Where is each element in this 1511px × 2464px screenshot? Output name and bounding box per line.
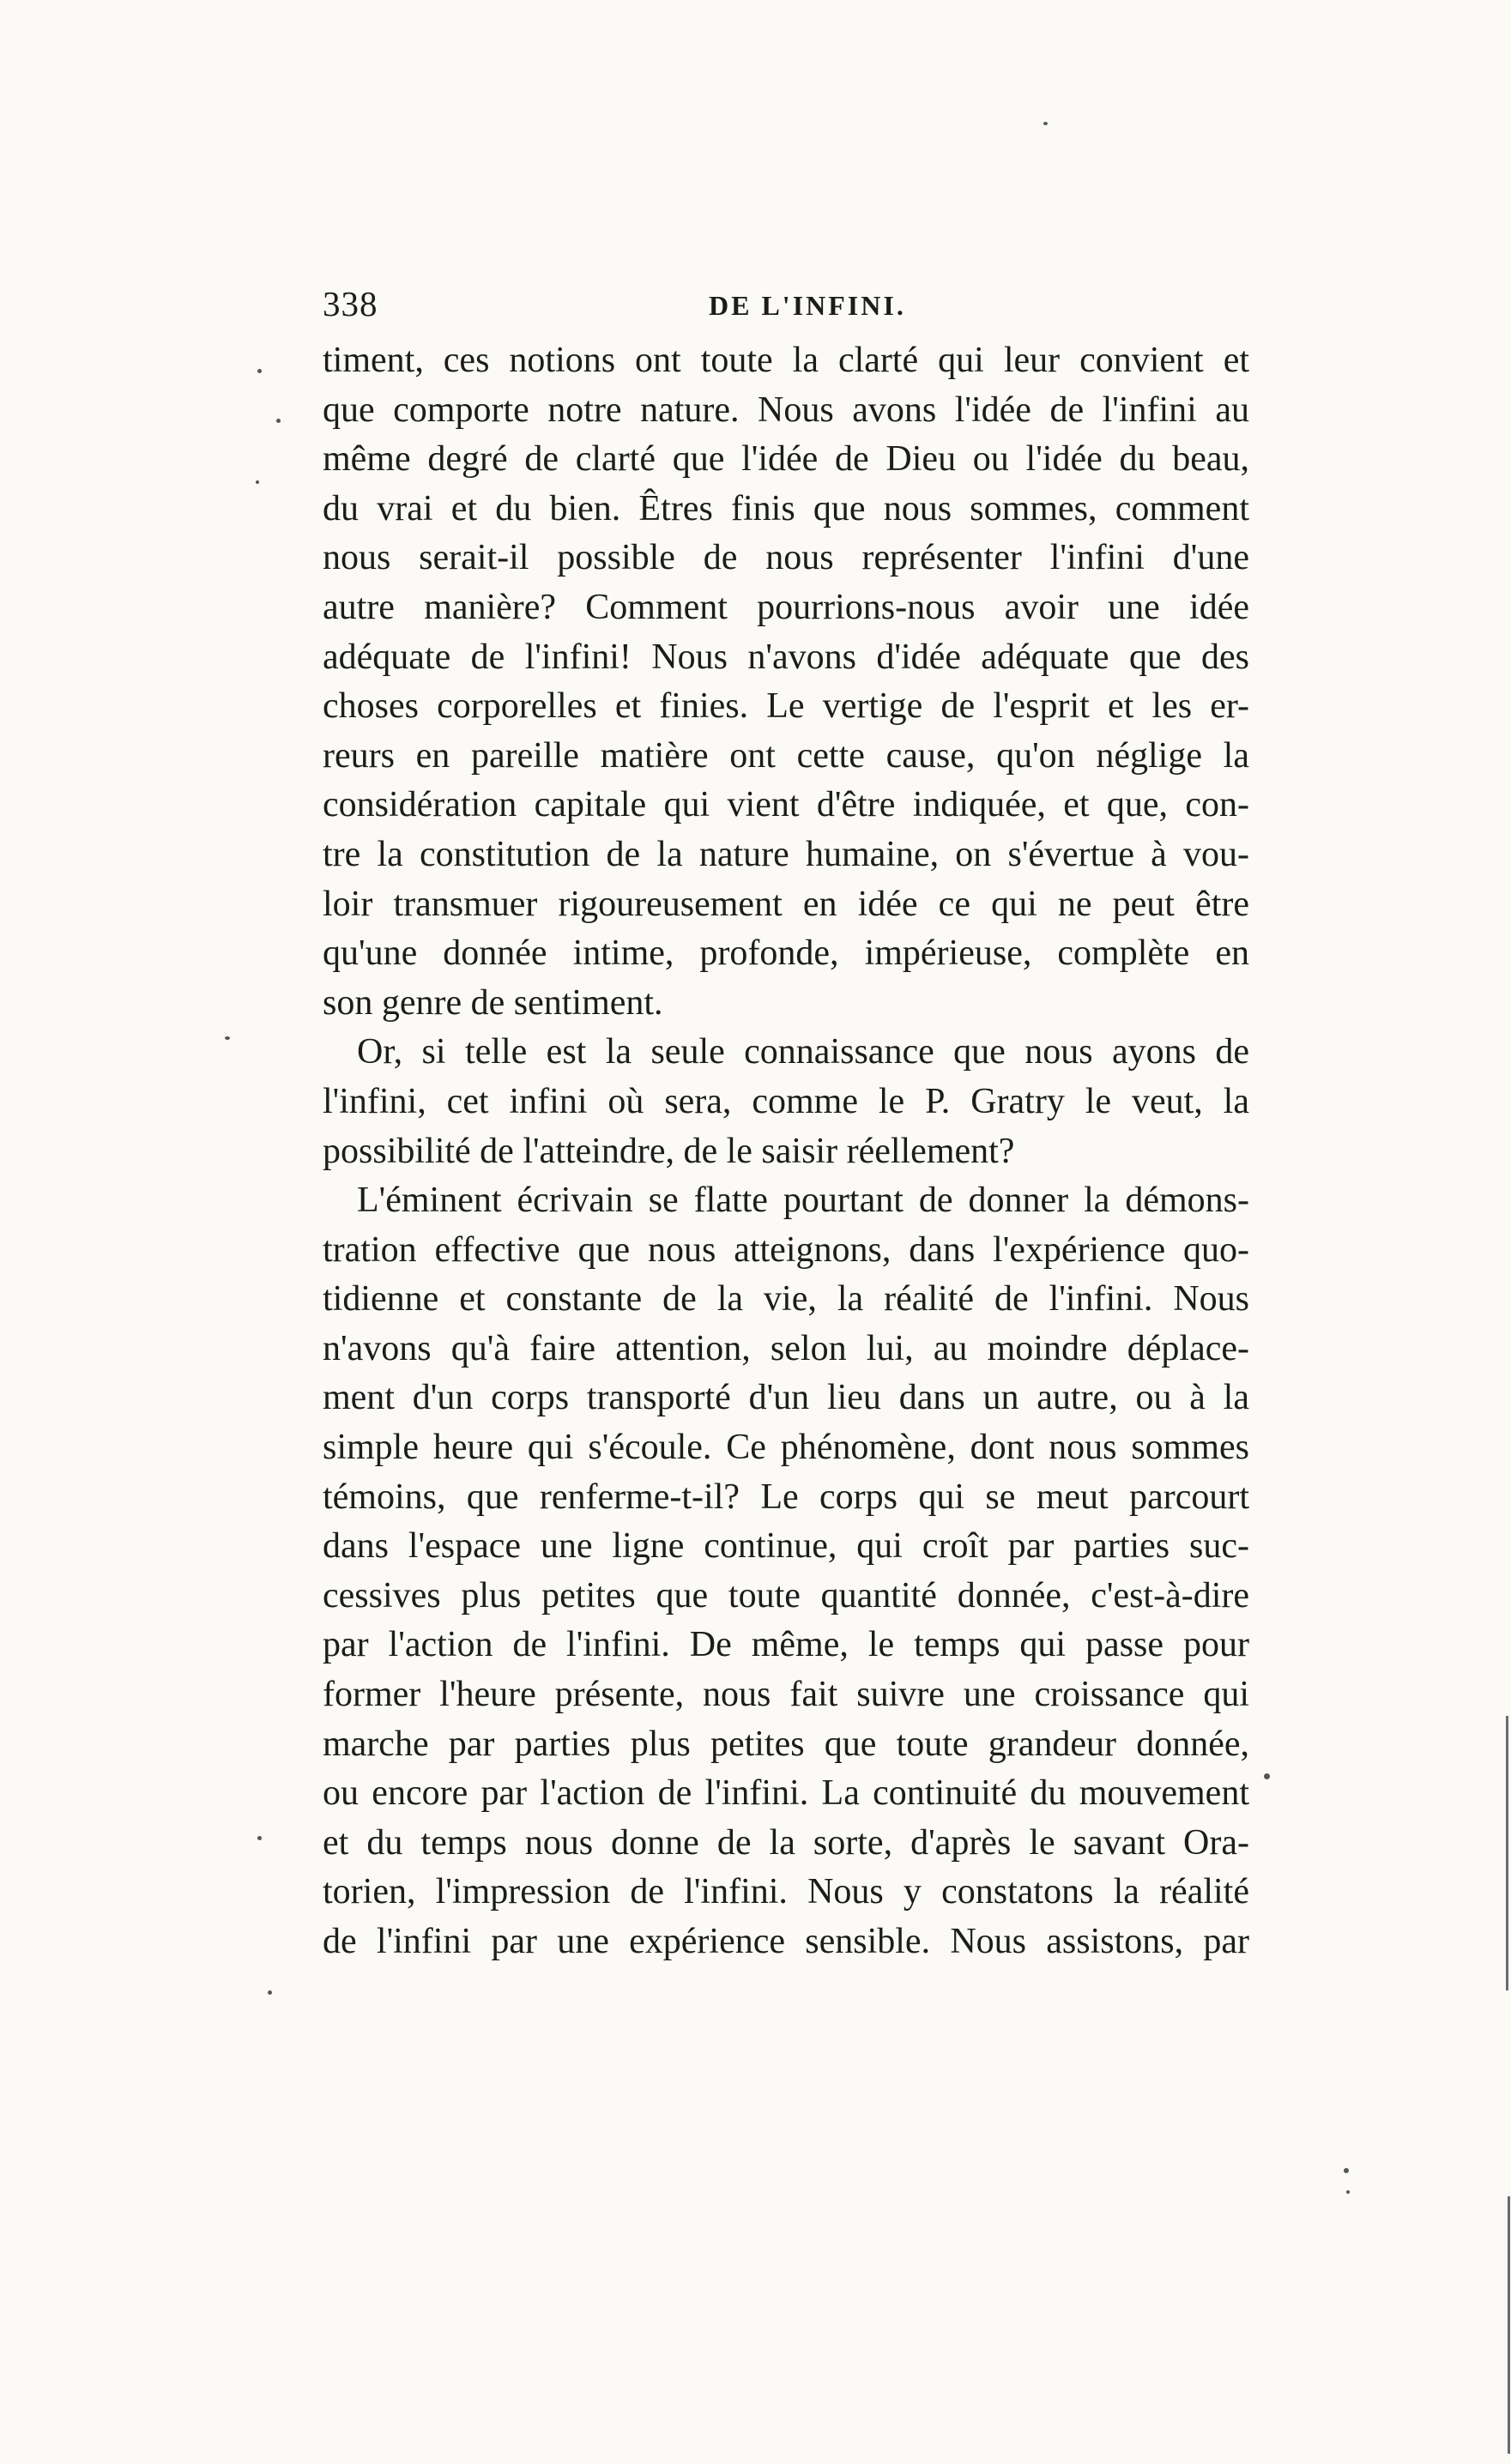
page-edge-line bbox=[1508, 2196, 1510, 2454]
scan-speck bbox=[276, 419, 281, 423]
scan-speck bbox=[268, 1990, 272, 1995]
paragraph-2 bbox=[323, 1028, 1249, 1176]
text-line: tre la constitution de la nature humaine, on s'évertue à vou- bbox=[323, 834, 1249, 874]
text-line: possibilité de l'atteindre, de le saisir réellement? bbox=[323, 1131, 1015, 1171]
text-line: Or, si telle est la seule connaissance que nous ayons de bbox=[357, 1032, 1249, 1072]
text-line: que comporte notre nature. Nous avons l'idée de l'infini au bbox=[323, 390, 1249, 430]
text-line: ou encore par l'action de l'infini. La continuité du mouvement bbox=[323, 1773, 1249, 1814]
text-line: du vrai et du bien. Êtres finis que nous sommes, comment bbox=[323, 488, 1249, 528]
text-line: reurs en pareille matière ont cette cause, qu'on néglige la bbox=[323, 735, 1249, 776]
text-line: de l'infini par une expérience sensible. Nous assistons, par bbox=[323, 1922, 1249, 1961]
page-number: 338 bbox=[323, 284, 378, 323]
paragraph-1 bbox=[323, 336, 1249, 1028]
text-line: choses corporelles et finies. Le vertige de l'esprit et les er- bbox=[323, 686, 1249, 727]
body-text bbox=[323, 336, 1249, 1967]
scan-speck bbox=[1264, 1773, 1270, 1779]
text-line: témoins, que renferme-t-il? Le corps qui se meut parcourt bbox=[323, 1477, 1249, 1517]
text-line: cessives plus petites que toute quantité donnée, c'est-à-dire bbox=[323, 1575, 1249, 1615]
text-line: l'infini, cet infini où sera, comme le P. Gratry le veut, la bbox=[323, 1081, 1249, 1121]
text-line: et du temps nous donne de la sorte, d'après le savant Ora- bbox=[323, 1822, 1249, 1863]
text-line: même degré de clarté que l'idée de Dieu ou l'idée du beau, bbox=[323, 439, 1249, 480]
text-line: former l'heure présente, nous fait suivre une croissance qui bbox=[323, 1675, 1249, 1715]
text-line: loir transmuer rigoureusement en idée ce qui ne peut être bbox=[323, 884, 1249, 924]
text-line: marche par parties plus petites que toute grandeur donnée, bbox=[323, 1724, 1249, 1764]
text-line: autre manière? Comment pourrions-nous avoir une idée bbox=[323, 587, 1249, 627]
paragraph-3 bbox=[323, 1176, 1249, 1967]
text-line: tidienne et constante de la vie, la réalité de l'infini. Nous bbox=[323, 1279, 1249, 1320]
scan-speck bbox=[256, 480, 259, 484]
text-line: tration effective que nous atteignons, dans l'expérience quo- bbox=[323, 1229, 1249, 1270]
text-line: n'avons qu'à faire attention, selon lui, au moindre déplace- bbox=[323, 1328, 1249, 1368]
text-line: torien, l'impression de l'infini. Nous y constatons la réalité bbox=[323, 1872, 1249, 1912]
scan-speck bbox=[1344, 2168, 1349, 2173]
text-line: qu'une donnée intime, profonde, impérieuse, complète en bbox=[323, 933, 1249, 974]
scan-speck bbox=[1346, 2190, 1350, 2194]
text-line: considération capitale qui vient d'être indiquée, et que, con- bbox=[323, 785, 1249, 825]
scan-speck bbox=[225, 1036, 230, 1040]
page-header bbox=[323, 283, 1249, 335]
text-line: son genre de sentiment. bbox=[323, 982, 663, 1023]
scan-speck bbox=[257, 369, 262, 373]
running-title: DE L'INFINI. bbox=[709, 290, 906, 321]
text-line: par l'action de l'infini. De même, le temps qui passe pour bbox=[323, 1625, 1249, 1665]
scan-speck bbox=[1043, 122, 1048, 125]
page-edge-line bbox=[1506, 1716, 1508, 1990]
scan-speck bbox=[257, 1836, 262, 1840]
text-line: dans l'espace une ligne continue, qui croît par parties suc- bbox=[323, 1526, 1249, 1567]
text-line: timent, ces notions ont toute la clarté qui leur convient et bbox=[323, 341, 1249, 380]
text-line: L'éminent écrivain se flatte pourtant de donner la démons- bbox=[357, 1181, 1249, 1221]
text-line: adéquate de l'infini! Nous n'avons d'idée adéquate que des bbox=[323, 637, 1249, 677]
text-line: nous serait-il possible de nous représenter l'infini d'une bbox=[323, 538, 1249, 578]
text-line: ment d'un corps transporté d'un lieu dans un autre, ou à la bbox=[323, 1378, 1249, 1418]
text-line: simple heure qui s'écoule. Ce phénomène, dont nous sommes bbox=[323, 1428, 1249, 1468]
